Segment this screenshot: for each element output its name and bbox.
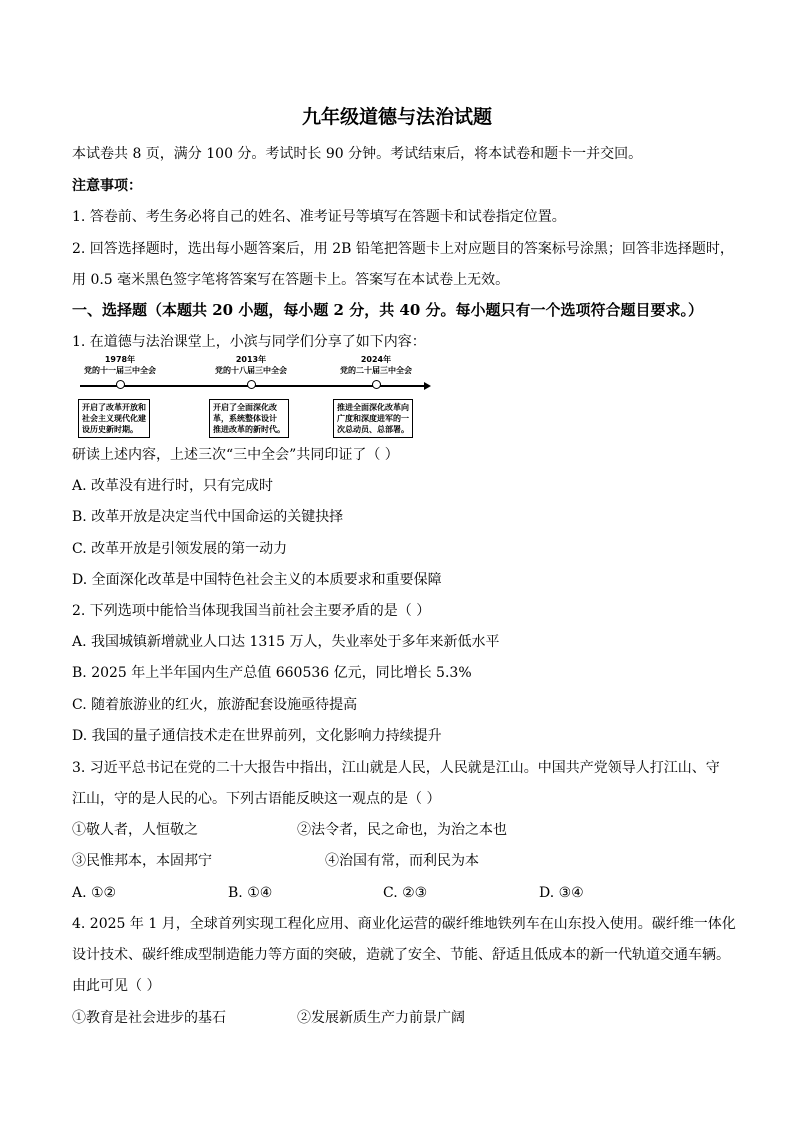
- q3-option-c: C. ②③: [383, 885, 428, 901]
- q1-option-c: C. 改革开放是引领发展的第一动力: [72, 541, 288, 557]
- q3-stem-line-2: 江山，守的是人民的心。下列古语能反映这一观点的是（ ）: [72, 791, 441, 807]
- notice-item-2-line-1: 2. 回答选择题时，选出每小题答案后，用 2B 铅笔把答题卡上对应题目的答案标号涂黑；回答非选择题时，: [72, 241, 734, 257]
- timeline-year-1: 1978年: [104, 355, 136, 364]
- timeline-node-3: [372, 380, 381, 389]
- timeline-year-3: 2024年: [360, 355, 392, 364]
- q1-question: 研读上述内容，上述三次“三中全会”共同印证了（ ）: [72, 447, 399, 463]
- page-title: 九年级道德与法治试题: [301, 106, 492, 128]
- q1-option-b: B. 改革开放是决定当代中国命运的关键抉择: [72, 509, 344, 525]
- notice-item-2-line-2: 用 0.5 毫米黑色签字笔将答案写在答题卡上。答案写在本试卷上无效。: [72, 272, 510, 288]
- q2-option-c: C. 随着旅游业的红火，旅游配套设施亟待提高: [72, 697, 358, 713]
- reform-timeline-figure: [76, 355, 436, 441]
- q4-stem-line-2: 设计技术、碳纤维成型制造能力等方面的突破，造就了安全、节能、舒适且低成本的新一代轨道交通车辆。: [72, 947, 730, 963]
- q2-option-d: D. 我国的量子通信技术走在世界前列，文化影响力持续提升: [72, 728, 442, 744]
- timeline-node-2: [247, 380, 256, 389]
- timeline-arrow-icon: [424, 382, 431, 390]
- q3-option-a: A. ①②: [72, 885, 117, 901]
- timeline-plenum-2: 党的十八届三中全会: [215, 366, 287, 375]
- q3-item-4: ④治国有常，而利民为本: [325, 853, 479, 869]
- timeline-box-3: 推进全面深化改革向 广度和深度进军的一 次总动员、总部署。: [333, 399, 413, 438]
- q2-option-b: B. 2025 年上半年国内生产总值 660536 亿元，同比增长 5.3%: [72, 665, 472, 681]
- q3-option-d: D. ③④: [539, 885, 584, 901]
- q3-item-2: ②法令者，民之命也，为治之本也: [297, 822, 507, 838]
- q3-item-1: ①敬人者，人恒敬之: [72, 822, 198, 838]
- timeline-plenum-3: 党的二十届三中全会: [340, 366, 412, 375]
- timeline-plenum-1: 党的十一届三中全会: [84, 366, 156, 375]
- notice-heading: 注意事项：: [72, 178, 142, 194]
- q4-stem-line-1: 4. 2025 年 1 月，全球首列实现工程化应用、商业化运营的碳纤维地铁列车在山东投入使用。碳纤维一体化: [72, 916, 736, 932]
- section-heading-choice: 一、选择题（本题共 20 小题，每小题 2 分，共 40 分。每小题只有一个选项符合题目要求。）: [72, 301, 704, 319]
- timeline-box-2: 开启了全面深化改 革，系统整体设计 推进改革的新时代。: [209, 399, 289, 438]
- timeline-box-1: 开启了改革开放和 社会主义现代化建 设历史新时期。: [78, 399, 150, 438]
- q1-option-a: A. 改革没有进行时，只有完成时: [72, 478, 274, 494]
- q1-option-d: D. 全面深化改革是中国特色社会主义的本质要求和重要保障: [72, 572, 442, 588]
- q4-stem-line-3: 由此可见（ ）: [72, 978, 161, 994]
- q3-stem-line-1: 3. 习近平总书记在党的二十大报告中指出，江山就是人民，人民就是江山。中国共产党领导人打江山、守: [72, 760, 720, 776]
- notice-item-1: 1. 答卷前、考生务必将自己的姓名、准考证号等填写在答题卡和试卷指定位置。: [72, 209, 566, 225]
- q3-item-3: ③民惟邦本，本固邦宁: [72, 853, 212, 869]
- q4-item-2: ②发展新质生产力前景广阔: [297, 1010, 465, 1026]
- q2-option-a: A. 我国城镇新增就业人口达 1315 万人，失业率处于多年来新低水平: [72, 634, 500, 650]
- exam-intro: 本试卷共 8 页，满分 100 分。考试时长 90 分钟。考试结束后，将本试卷和题卡一并交回。: [72, 146, 643, 162]
- timeline-node-1: [116, 380, 125, 389]
- q4-item-1: ①教育是社会进步的基石: [72, 1010, 226, 1026]
- q3-option-b: B. ①④: [228, 885, 273, 901]
- timeline-year-2: 2013年: [235, 355, 267, 364]
- q2-stem: 2. 下列选项中能恰当体现我国当前社会主要矛盾的是（ ）: [72, 603, 431, 619]
- q1-stem: 1. 在道德与法治课堂上，小滨与同学们分享了如下内容：: [72, 334, 426, 350]
